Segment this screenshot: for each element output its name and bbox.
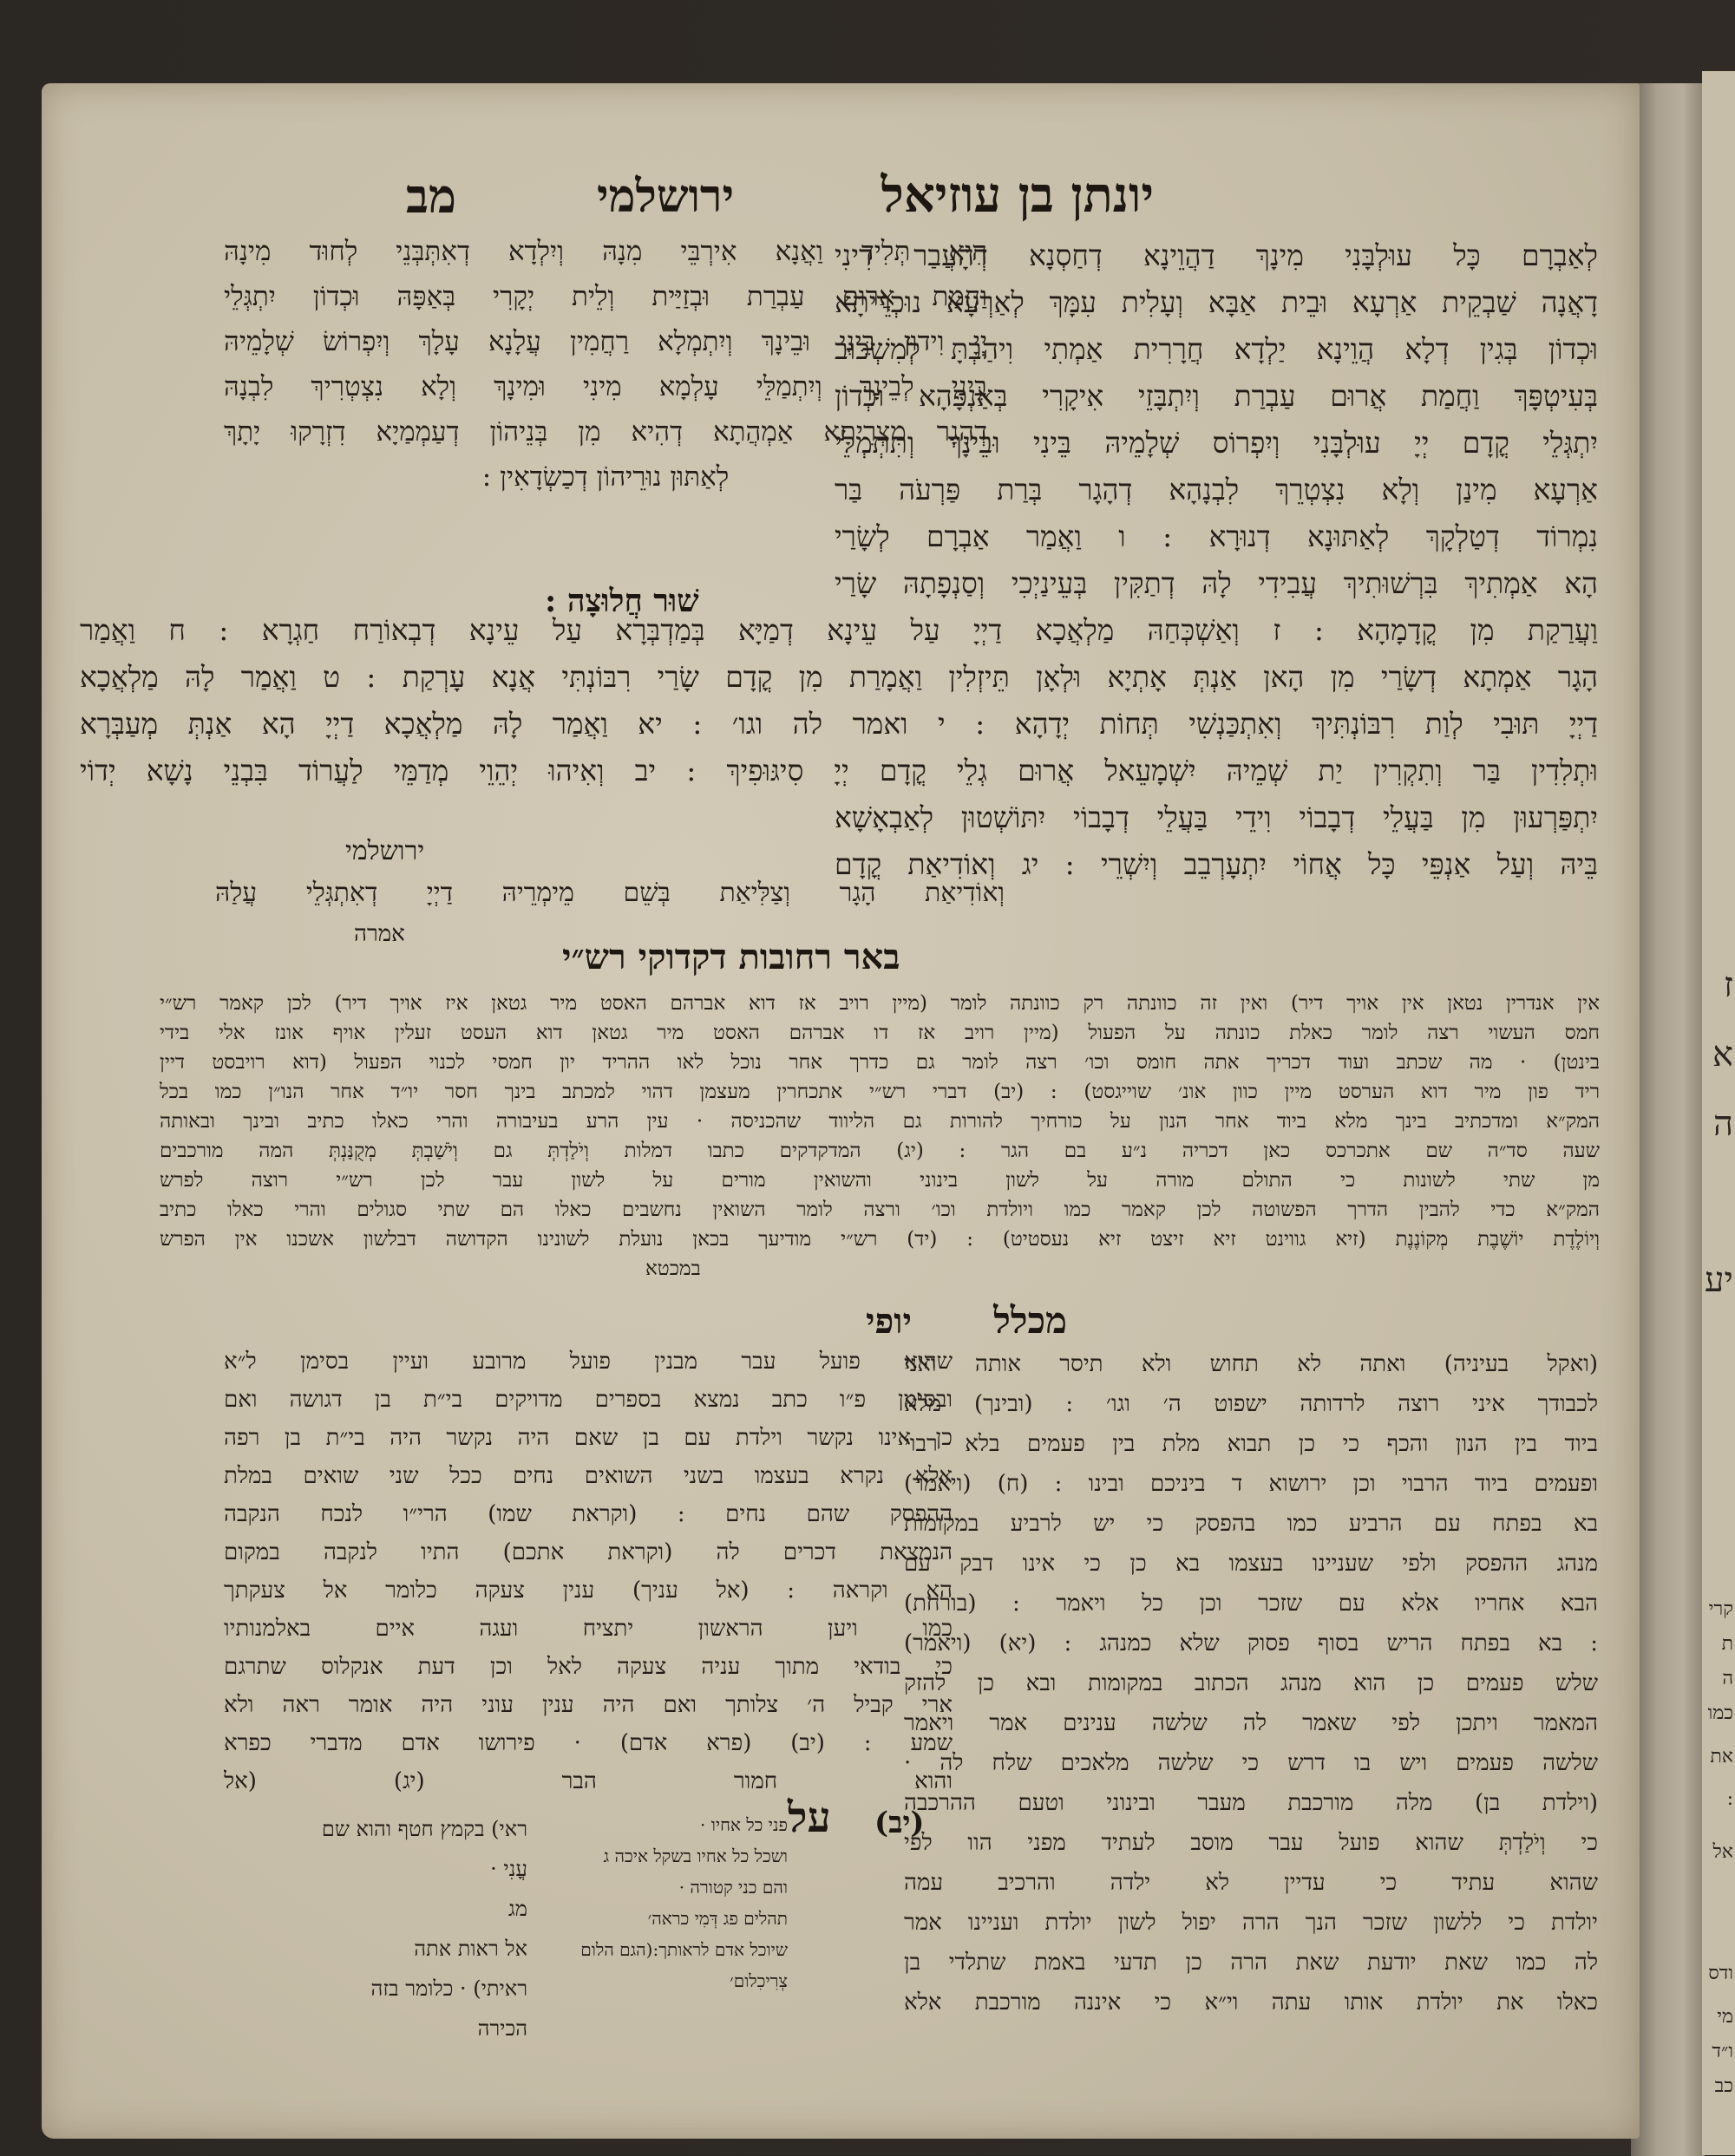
yofi-tail-lines [250, 1809, 527, 2104]
michlol-right-line: ופעמים ביוד הרבוי וכן ירושוא ד ביניכם ובינו : (ח) (ויאמר) [904, 1471, 1598, 1497]
next-page-fragment: ז [1723, 965, 1733, 1005]
yerushalmi-top-line: לְאַתּוּן נוּרֵיהוֹן דְכַשְׂדָאִין : [481, 461, 730, 493]
next-page-fragment: קרי [1708, 1598, 1733, 1620]
yofi-left-line: הנמצאת דכרים לה (וקראת אתכם) התיו לנקבה במקום [224, 1539, 953, 1565]
beer-rechovot-line: מן שתי לשונות כי התולם מורה על לשון בינוני והשואין מורים על לשון עבר לכן רש״י רוצה לפרש [160, 1169, 1600, 1192]
beer-rechovot-line: ריד פון מיר דוא הערסט מיין כוון אונ׳ שוייגסט) : (יב) דברי רש״י אתכחרין מעצמן דהוי למכתב בינך חסר יו״ד אחר הנו״ן כמו בכל [160, 1081, 1600, 1103]
next-page-fragment: א [1712, 1035, 1733, 1075]
yofi-tail-line: הכירה [477, 2016, 527, 2041]
verse-12-label: (יב) [874, 1806, 925, 1840]
margin-note-line: צְרִיכִלום׳ [730, 1970, 788, 1991]
targum-line: יִתְפַּרְעוּן מִן בַּעֲלֵי דְבָבוֹי וִידֵי בַּעֲלֵי דְבָבוֹי יִתּוֹשְׁטוּן לְאַבְאָשָׁא [835, 800, 1598, 834]
yofi-tail-line: עֳנִי · [490, 1857, 527, 1881]
yofi-left-line: ובסימן פ״ו כתב נמצא בספרים מדויקים בי״ת בן דגושה ואם [224, 1387, 953, 1413]
michlol-right-line: המאמר ויתכן לפי שאמר לה שלשה ענינים אמר ויאמר [904, 1710, 1598, 1736]
next-page-fragment: יע [1704, 1260, 1733, 1300]
next-page-fragment: כמו [1707, 1702, 1733, 1724]
targum-line: הָגָר אַמְתָא דְשָׂרַי מִן הָאן אַנְתְּ אָתְיָא וּלְאָן תֵּיזְלִין וַאֲמָרַת מִן קֳדָם שָׂרַי רִבּוֹנְתִּי אֲנָא עָרְקַת : ט וַאֲמַר לָהּ מַלְאֲכָא [80, 660, 1598, 694]
verse-12-word: על [788, 1793, 831, 1842]
targum-line: יִתְגְּלֵי קֳדָם יְיָ עוּלְבָּנִי וְיִפְרוֹס שְׁלָמֵיהּ בֵּינִי וּבֵינָךְ וְתִתְמְלֵי [835, 426, 1598, 460]
next-page-fragment: אל [1712, 1841, 1733, 1863]
yerushalmi-top-line: וַחֲמַת אֲרוּם עַבְרַת וּבְזַיַּית וְלֵית יְקָרִי בְּאַפָּהּ וּכְדוֹן יִתְגְּלֵי [224, 281, 987, 312]
yofi-tail-line: ראיתי) · כלומר בזה [370, 1976, 527, 2001]
beer-rechovot-line: שעה סד״ה שם אתכרכס כאן דכריה נ״ע בם הגר : (יג) המדקדקים כתבו דמלות וְיֹלַדְתְּ גם וְיֹשַׁבְתְּ מְקֻנַּנְתְּ המה מורכבים [160, 1140, 1600, 1162]
michlol-left-column [224, 1343, 953, 1802]
michlol-right-line: (וילדת בן) מלה מורכבת מעבר ובינוני וטעם ההרכבה [904, 1790, 1598, 1816]
targum-line: בֵּיהּ וְעַל אַנְפֵּי כָּל אֲחוֹי יִתְעָרְבֵב וְיִשְׁרֵי : יג וְאוֹדִיאַת קֳדָם [835, 847, 1598, 881]
beer-rechovot-line: המק״א ומדכתיב בינך מלא ביוד אחר הנון על כורחיך להורות גם הליווד שהכניסה · עין הרע בעיבורה והרי כאלו כתיב ובינך ובאותה [160, 1110, 1600, 1133]
next-page-edge [1702, 71, 1735, 2155]
next-page-fragment: ה [1722, 1668, 1733, 1689]
targum-line: הָא אַמְתִיךְ בִּרְשׁוּתִיךְ עֲבִידִי לָהּ דְתַקִּין בְּעֵינַיְכִי וְסַנְפָתָהּ שָׂרַי [835, 566, 1598, 600]
yerushalmi-bottom-heading: ירושלמי [345, 836, 425, 866]
targum-line: בְּעִיטְפָּךְ וַחֲמַת אֲרוּם עַבְרַת וְיִתְבָּזֵי אִיקָרִי בְּאַנְפָּהָא וּכְדוֹן [835, 379, 1598, 413]
targum-line: וּכְדוֹן בְּגִין דְלָא הֲוֵינָא יַלְדָא חֲרָרִית אַמְתִי וִיהַבְתָּ לְמִשְׁכּוּב [835, 332, 1598, 366]
book-page [42, 83, 1640, 2139]
yofi-heading: יופי [866, 1301, 912, 1342]
yerushalmi-bottom-amrah: אמרה [354, 921, 405, 947]
targum-line: אַרְעָא מִינַן וְלָא נִצְטְרֵךְ לִבְנָהָא דְהָגָר בְּרַת פַּרְעֹה בַּר [835, 473, 1598, 506]
michlol-right-line: (ואקל בעיניה) ואתה לא תחוש ולא תיסר אותה ואני [904, 1351, 1598, 1377]
targum-line: וַעֲרַקַת מִן קֳדָמָהָא : ז וְאַשְׁכְּחַהּ מַלְאֲכָא דַיְיָ עַל עֵינָא דְמַיָּא בְּמַדְבְּרָא עַל עֵינָא דְבְאוֹרַח חַגְרָא : ח וַאֲמַר [80, 613, 1598, 647]
yofi-left-line: אלא נקרא בעצמו בשני השואים נחים ככל שני שואים במלת [224, 1463, 953, 1489]
margin-note-line: פני כל אחיו · [700, 1814, 788, 1835]
yofi-tail-line: מג [507, 1897, 527, 1921]
header-center-title: ירושלמי [597, 170, 735, 223]
michlol-right-line: לכבודך איני רוצה לרדותה ישפוט ה׳ וגו׳ : (ובינך) מלא [904, 1391, 1598, 1417]
yerushalmi-top-line: דְהָגָר מִצְרֵיתָא אַמְהֲתָא דְהִיא מִן בְּנֵיהוֹן דְעַמְמַיָא דִזְרָקוּ יָתָךְ [224, 416, 987, 448]
michlol-right-line: בא בפתח עם הרביע כמו בהפסק כי יש לרביע במקומות [904, 1511, 1598, 1537]
yerushalmi-top-line: הִיא תְּלִיד וַאֲנָא אִירְבֵּי מִנָהּ וְיִלְדָא דְאִתְּבְּנֵי לְחוּד מִינָהּ [224, 236, 987, 267]
targum-line: נִמְרוֹד דְטַלְקָךְ לְאַתּוּנָא דְנוּרָא : ו וַאֲמַר אַבְרָם לְשָׂרַי [835, 519, 1598, 553]
yofi-tail-line: אל ראות אתה [414, 1937, 527, 1961]
beer-rechovot-line: וְיוֹלֶדֶת יוֹשֶׁבֶת מְקוֹנֶנֶת (זיא גווינט זיא זיצט זיא נעסטיט) : (יד) רש״י מודיעך בכאן נועלת לשונינו הקדושה דבלשון אשכנו אין הפרש [160, 1228, 1600, 1251]
margin-note-line: שיוכל אדם לראותך:(הגם הלום [580, 1939, 788, 1960]
yofi-left-line: הא וקראה : (אל עניך) ענין צעקה כלומר אל צעקתך [224, 1578, 953, 1604]
next-page-fragment: ודס [1708, 1963, 1733, 1984]
beer-rechovot-text [160, 989, 1600, 1310]
header-page-number: מב [406, 168, 457, 224]
margin-note-line: והם כני קטורה · [678, 1877, 788, 1898]
yofi-left-line: והוא חמור הבר (יג) (אל [224, 1768, 953, 1794]
margin-note-line: תהלים פג דְּמִי כראה׳ [647, 1908, 788, 1929]
next-page-fragment: כב [1714, 2075, 1733, 2097]
michlol-right-line: יולדת כי ללשון שזכר הנך הרה יפול לשון יולדת ועניינו אמר [904, 1910, 1598, 1936]
targum-line: דַיְיָ תּוּבִי לְוַת רִבּוֹנְתִּיךְ וְאִתְכַּנְשִׁי תְּחוֹת יְדָהָא : י ואמר לה וגו׳ : יא וַאֲמַר לָהּ מַלְאֲכָא דַיְיָ הָא אַנְתְּ מְעַבְּרָא [80, 707, 1598, 741]
book-gutter [1631, 83, 1705, 2156]
margin-note-line: ושכל כל אחיו בשקל איכה ג [603, 1846, 788, 1866]
michlol-heading: מכלל [993, 1299, 1067, 1342]
beer-rechovot-line: במכטא [645, 1258, 701, 1280]
next-page-fragment: את [1710, 1746, 1733, 1767]
yofi-tail-line: ראי) בקמץ חטף והוא שם [321, 1817, 527, 1841]
yofi-left-line: כמו ויען הראשון יתציח ועגה איים באלמנותיו [224, 1616, 953, 1642]
michlol-right-line: שהוא עתיד כי עדיין לא ילדה והרכיב עמה [904, 1870, 1598, 1896]
targum-line: לְאַבְרָם כָּל עוּלְבָּנִי מִינָךְ דַהֲוֵינָא דְחַסְנָא דְהָעֲבַר דִינִי [835, 238, 1598, 272]
yerushalmi-bottom-line [215, 878, 1005, 919]
next-page-fragment: : [1726, 1788, 1733, 1810]
beer-rechovot-line: אין אנדרין נטאן אין אויך דיר) ואין זה כוונתה רק כוונתה לומר (מיין רויב אז דוא אברהם האסט מיר גטאן איז אויך דיר) לכן קאמר רש״י [160, 992, 1600, 1015]
beer-rechovot-line: בינטן) · מה שכתב ועוד דכריך אתה חומס וכו׳ רצה לומר גם כדרך אחר נוכל לאו ההריד יון חמסי לכנוי הפעול (דוא רויבסט דיין [160, 1051, 1600, 1074]
yerushalmi-bottom-line-text: וְאוֹדִיאַת הָגָר וְצַלִּיאַת בְּשֵׁם מֵימְרֵיהּ דַיְיָ דְאִתְגְּלֵי עֲלַהּ [215, 878, 1005, 908]
yerushalmi-top-line: יְיָ וִידוּן בֵּינִי וּבֵינָךְ וְיִתְמְלָא רַחֲמִין עֲלָנָא עָלָךְ וְיִפְרוֹשׂ שְׁלָמֵיהּ [224, 326, 987, 357]
michlol-right-column [904, 1344, 1598, 2125]
yerushalmi-top-text [224, 229, 987, 541]
michlol-right-line: שלשה פעמים ויש בו דרש כי שלשה מלאכים שלח לה · [904, 1750, 1598, 1776]
yofi-left-line: כי בודאי מתוך עניה צעקה לאל וכן דעת אנקלוס שתרגם [224, 1654, 953, 1680]
michlol-right-line: ביוד בין הנון והכף כי כן תבוא מלת בין פעמים בלא רבוי [904, 1431, 1598, 1457]
yofi-left-line: כן אינו נקשר וילדת עם בן שאם היה נקשר היה בי״ת בן רפה [224, 1425, 953, 1451]
targum-line: וּתְלִדִין בַּר וְתִקְרִין יַת שְׁמֵיהּ יִשְׁמָעֵאל אֲרוּם גְלֵי קֳדָם יְיָ סִיגּוּפִיךְ : יב וְאִיהוּ יְהֵוֵי מְדַמֵּי לַעֲרוֹד בִּבְנֵי נָשָׁא יְדוֹי [80, 754, 1598, 787]
beer-rechovot-heading: באר רחובות דקדוקי רש״י [562, 937, 900, 977]
targum-line: דָאֲנָה שַׁבְקֵית אַרְעָא וּבֵית אַבָּא וְעָלִית עִמָּךְ לְאַרְעָא נוּכְרֵיתָא [835, 285, 1598, 319]
yofi-left-line: שמע : (יב) (פרא אדם) · פירושו אדם מדברי כפרא [224, 1730, 953, 1756]
shor-chalutza-heading: שׁוּר חֲלוּצָה : [545, 583, 699, 619]
michlol-right-line: מנהג ההפסק ולפי שעניינו בעצמו בא כן כי אינו דבק עם [904, 1551, 1598, 1577]
michlol-right-line: לה כמו שאת יודעת שאת הרה כן תדעי באמת שתלדי בן [904, 1950, 1598, 1976]
michlol-right-line: : בא בפתח הריש בסוף פסוק שלא כמנהג : (יא) (ויאמר) [904, 1630, 1598, 1656]
next-page-fragment: ת [1721, 1633, 1733, 1655]
next-page-fragment: ו״ד [1712, 2041, 1733, 2062]
header-right-title: יונתן בן עוזיאל [881, 167, 1154, 224]
yofi-left-line: שהיא פועל עבר מבנין פועל מרובע ועיין בסימן ל״א [224, 1349, 953, 1375]
yofi-left-line: ארי קביל ה׳ צלותך ואם היה ענין עוני היה אומר ראה ולא [224, 1692, 953, 1718]
beer-rechovot-line: המק״א כדי להבין הדרך הפשוטה לכן קאמר כמו ויולדת וכו׳ ורצה לומר השואין נחשבים כאלו הם שתי סגולים והרי כאלו כתיב [160, 1199, 1600, 1221]
yofi-left-line: ההפסק שהם נחים : (וקראת שמו) הרי״ו לנכח הנקבה [224, 1501, 953, 1527]
michlol-right-line: כי וְיֹלַדְתְּ שהוא פועל עבר מוסב לעתיד מפני הוו לפי [904, 1830, 1598, 1856]
next-page-fragment: ה [1712, 1104, 1733, 1144]
michlol-right-line: שלש פעמים כן הוא מנהג הכתוב במקומות ובא כן להזק [904, 1670, 1598, 1696]
beer-rechovot-line: חמס העשוי רצה לומר כאלת כונתה על הפעול (מיין רויב אז דו אברהם האסט מיר גטאן דוא העסט זעלין אויף אונז אלי בידי [160, 1022, 1600, 1044]
michlol-right-line: כאלו את יולדת אותו עתה וי״א כי איננה מורכבת אלא [904, 1989, 1598, 2016]
margin-notes [527, 1809, 788, 2017]
next-page-fragment: מי [1717, 2006, 1733, 2028]
michlol-right-line: הבא אחריו אלא עם שזכר וכן כל ויאמר : (בורחת) [904, 1591, 1598, 1617]
yerushalmi-top-line: בֵּינִי לְבֵינָךְ וְיִתְמַלֵּי עָלְמָא מִינִי וּמִינָךְ וְלָא נִצְטְרִיךְ לִבְנָהּ [224, 371, 987, 402]
